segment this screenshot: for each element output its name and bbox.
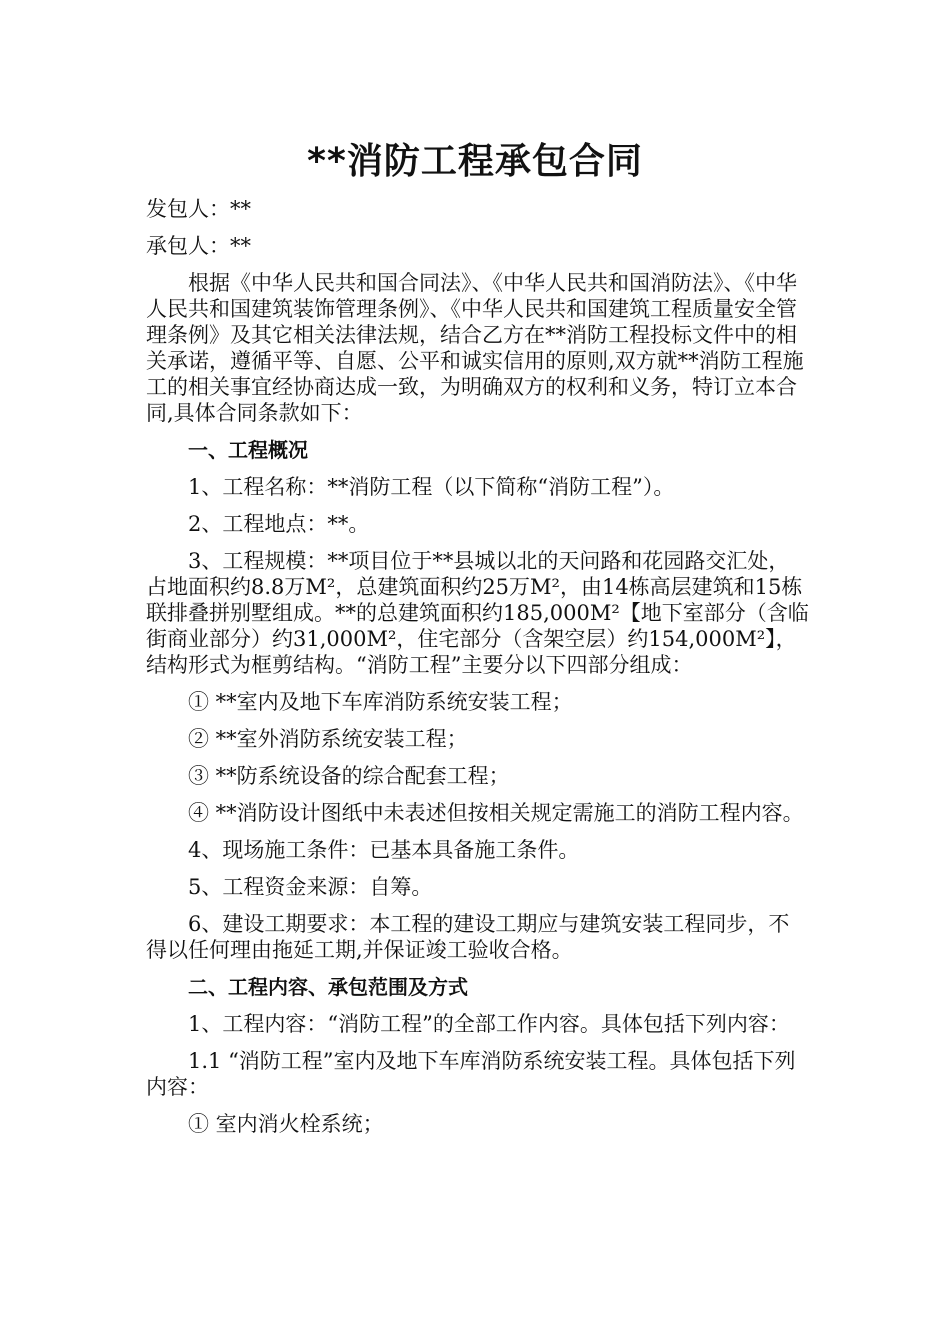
section-heading-overview: 一、工程概况	[188, 438, 308, 462]
scope-subitem: ① 室内消火栓系统；	[188, 1112, 384, 1136]
scope-subitem: ④ **消防设计图纸中未表述但按相关规定需施工的消防工程内容。	[188, 801, 804, 825]
document-body	[146, 196, 810, 1137]
document-title: **消防工程承包合同	[307, 141, 643, 182]
overview-item-location: 2、工程地点：**。	[188, 512, 370, 536]
scope-subitem: ③ **防系统设备的综合配套工程；	[188, 764, 510, 788]
scope-item-indoor: 1.1 “消防工程”室内及地下车库消防系统安装工程。具体包括下列内容：	[146, 1049, 796, 1099]
scope-subitem: ② **室外消防系统安装工程；	[188, 727, 468, 751]
contractor-line: 承包人：**	[146, 234, 251, 258]
overview-item-site-conditions: 4、现场施工条件：已基本具备施工条件。	[188, 838, 580, 862]
preamble-paragraph: 根据《中华人民共和国合同法》、《中华人民共和国消防法》、《中华人民共和国建筑装饰管理条例》、《中华人民共和国建筑工程质量安全管理条例》及其它相关法律法规，结合乙方在**消防工程投标文件中的相关承诺，遵循平等、自愿、公平和诚实信用的原则,双方就**消防工程施工的相关事宜经协商达成一致，为明确双方的权利和义务，特订立本合同,具体合同条款如下：	[146, 271, 804, 425]
section-heading-scope: 二、工程内容、承包范围及方式	[188, 975, 468, 999]
overview-item-name: 1、工程名称：**消防工程（以下简称“消防工程”）。	[188, 475, 675, 499]
employer-line: 发包人：**	[146, 197, 251, 221]
overview-item-scale: 3、工程规模：**项目位于**县城以北的天问路和花园路交汇处，占地面积约8.8万M²，总建筑面积约25万M²，由14栋高层建筑和15栋联排叠拼别墅组成。**的总建筑面积约185,000M²【地下室部分（含临街商业部分）约31,000M²，住宅部分（含架空层）约154,000M²】，结构形式为框剪结构。“消防工程”主要分以下四部分组成：	[146, 549, 809, 677]
scope-subitem: ① **室内及地下车库消防系统安装工程；	[188, 690, 573, 714]
overview-item-funding: 5、工程资金来源：自筹。	[188, 875, 433, 899]
overview-item-schedule: 6、建设工期要求：本工程的建设工期应与建筑安装工程同步，不得以任何理由拖延工期,并保证竣工验收合格。	[146, 912, 790, 962]
scope-item-content: 1、工程内容：“消防工程”的全部工作内容。具体包括下列内容：	[188, 1012, 790, 1036]
